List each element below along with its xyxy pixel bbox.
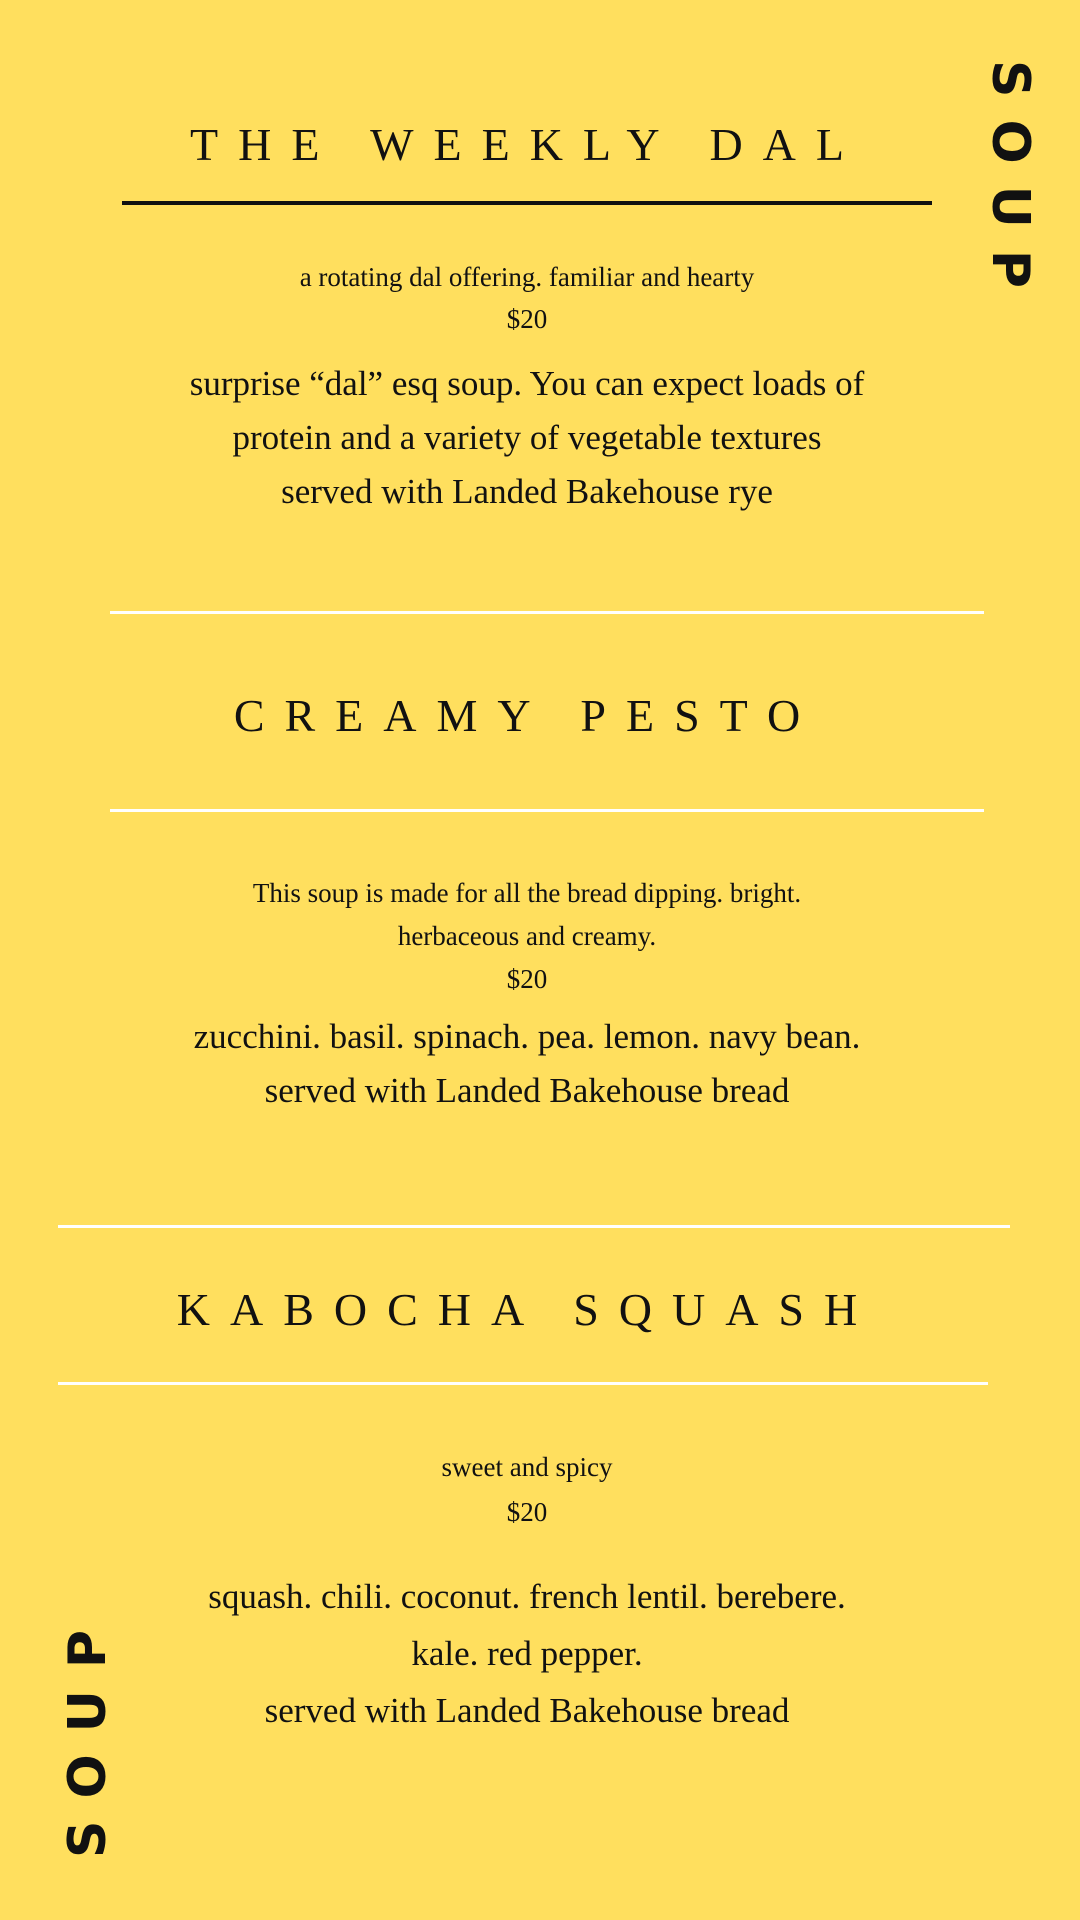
subtitle-line: This soup is made for all the bread dipping. bright. — [252, 878, 802, 908]
item-description-weekly-dal — [0, 357, 1054, 519]
description-line: served with Landed Bakehouse rye — [281, 472, 773, 511]
description-line: served with Landed Bakehouse bread — [264, 1071, 790, 1110]
item-subtitle-kabocha-squash: sweet and spicy — [441, 1452, 613, 1482]
divider — [58, 1225, 1010, 1228]
item-description-creamy-pesto — [0, 1010, 1054, 1118]
divider — [110, 809, 984, 812]
description-line: squash. chili. coconut. french lentil. berebere. — [208, 1577, 846, 1616]
description-line: kale. red pepper. — [411, 1634, 643, 1673]
item-subtitle-weekly-dal: a rotating dal offering. familiar and hearty — [299, 262, 755, 292]
description-line: zucchini. basil. spinach. pea. lemon. navy bean. — [193, 1017, 861, 1056]
divider — [110, 611, 984, 614]
title-underline — [122, 201, 932, 205]
item-subtitle-creamy-pesto — [0, 872, 1054, 958]
item-title-weekly-dal: THE WEEKLY DAL — [190, 119, 864, 170]
divider — [58, 1382, 988, 1385]
item-price-kabocha-squash: $20 — [506, 1497, 548, 1527]
description-line: surprise “dal” esq soup. You can expect loads of — [189, 364, 865, 403]
side-label-bottom: SOUP — [58, 1608, 118, 1858]
item-title-creamy-pesto: CREAMY PESTO — [233, 690, 821, 741]
subtitle-line: herbaceous and creamy. — [397, 921, 657, 951]
description-line: protein and a variety of vegetable textures — [232, 418, 822, 457]
item-price-creamy-pesto: $20 — [506, 964, 548, 994]
side-label-top: SOUP — [980, 60, 1040, 310]
item-description-kabocha-squash — [0, 1568, 1054, 1739]
description-line: served with Landed Bakehouse bread — [264, 1691, 790, 1730]
item-title-kabocha-squash: KABOCHA SQUASH — [176, 1284, 878, 1335]
item-price-weekly-dal: $20 — [506, 304, 548, 334]
